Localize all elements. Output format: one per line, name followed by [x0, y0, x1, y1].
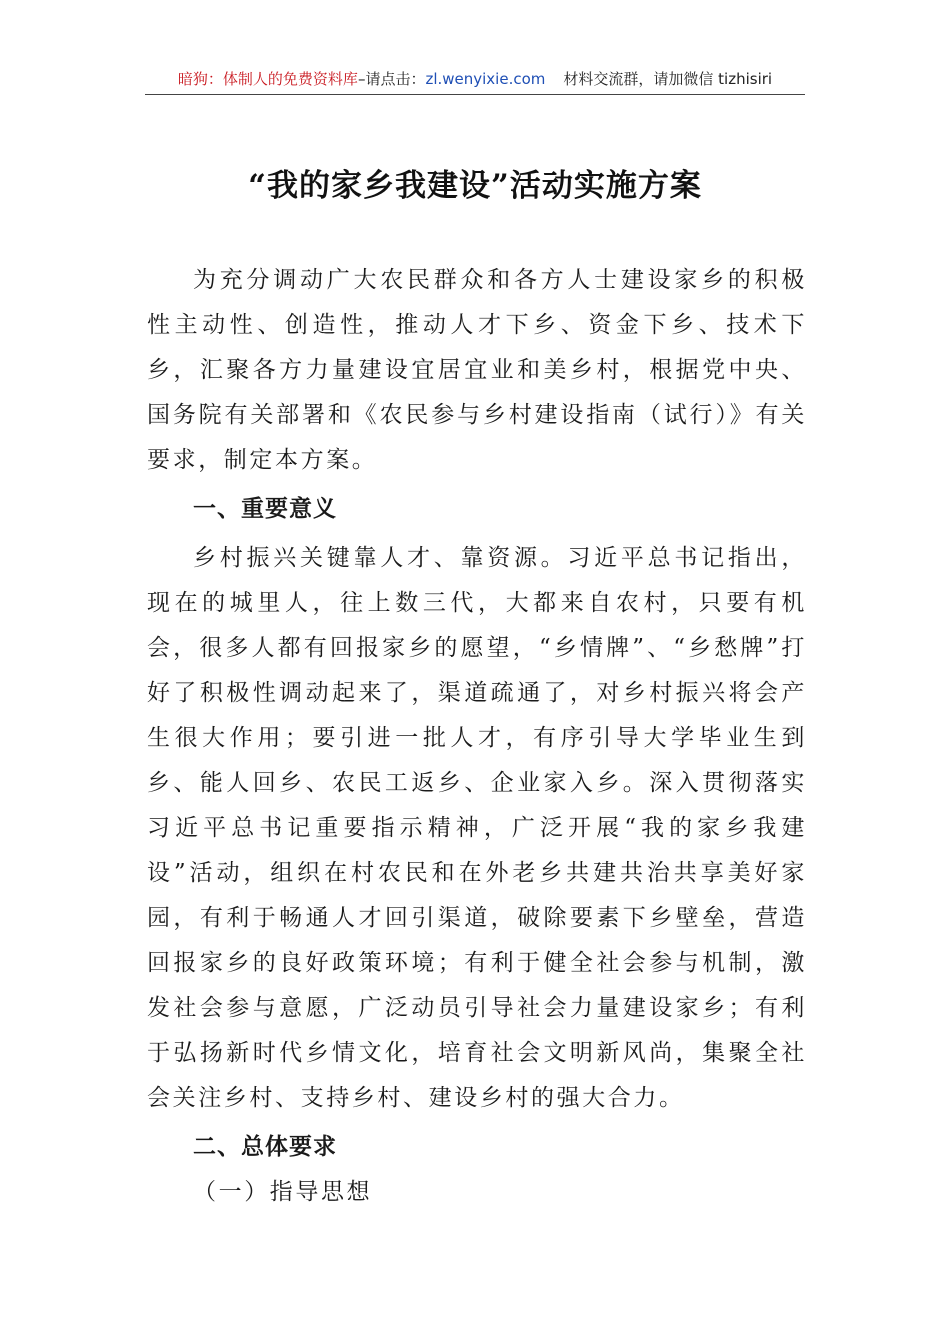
intro-paragraph: 为充分调动广大农民群众和各方人士建设家乡的积极性主动性、创造性，推动人才下乡、资金下乡、技术下乡，汇聚各方力量建设宜居宜业和美乡村，根据党中央、国务院有关部署和《农民参与乡村建设指南（试行）》有关要求，制定本方案。 — [147, 267, 807, 473]
section-1-heading: 一、重要意义 — [193, 496, 337, 522]
header-click-prompt: –请点击： — [357, 70, 426, 88]
document-body — [147, 258, 807, 1215]
section-2-heading: 二、总体要求 — [193, 1134, 337, 1160]
section-2-subheading: （一）指导思想 — [193, 1179, 373, 1205]
header-site-name: 暗狗：体制人的免费资料库 — [177, 70, 358, 88]
page-header — [145, 66, 805, 95]
document-title: “我的家乡我建设”活动实施方案 — [248, 168, 702, 204]
header-link[interactable]: zl.wenyixie.com — [425, 70, 546, 88]
header-wechat-note: 材料交流群，请加微信 tizhisiri — [563, 70, 773, 88]
section-1-paragraph: 乡村振兴关键靠人才、靠资源。习近平总书记指出，现在的城里人，往上数三代，大都来自农村，只要有机会，很多人都有回报家乡的愿望，“乡情牌”、“乡愁牌”打好了积极性调动起来了，渠道疏通了，对乡村振兴将会产生很大作用；要引进一批人才，有序引导大学毕业生到乡、能人回乡、农民工返乡、企业家入乡。深入贯彻落实习近平总书记重要指示精神，广泛开展“我的家乡我建设”活动，组织在村农民和在外老乡共建共治共享美好家园，有利于畅通人才回引渠道，破除要素下乡壁垒，营造回报家乡的良好政策环境；有利于健全社会参与机制，激发社会参与意愿，广泛动员引导社会力量建设家乡；有利于弘扬新时代乡情文化，培育社会文明新风尚，集聚全社会关注乡村、支持乡村、建设乡村的强大合力。 — [147, 545, 807, 1111]
